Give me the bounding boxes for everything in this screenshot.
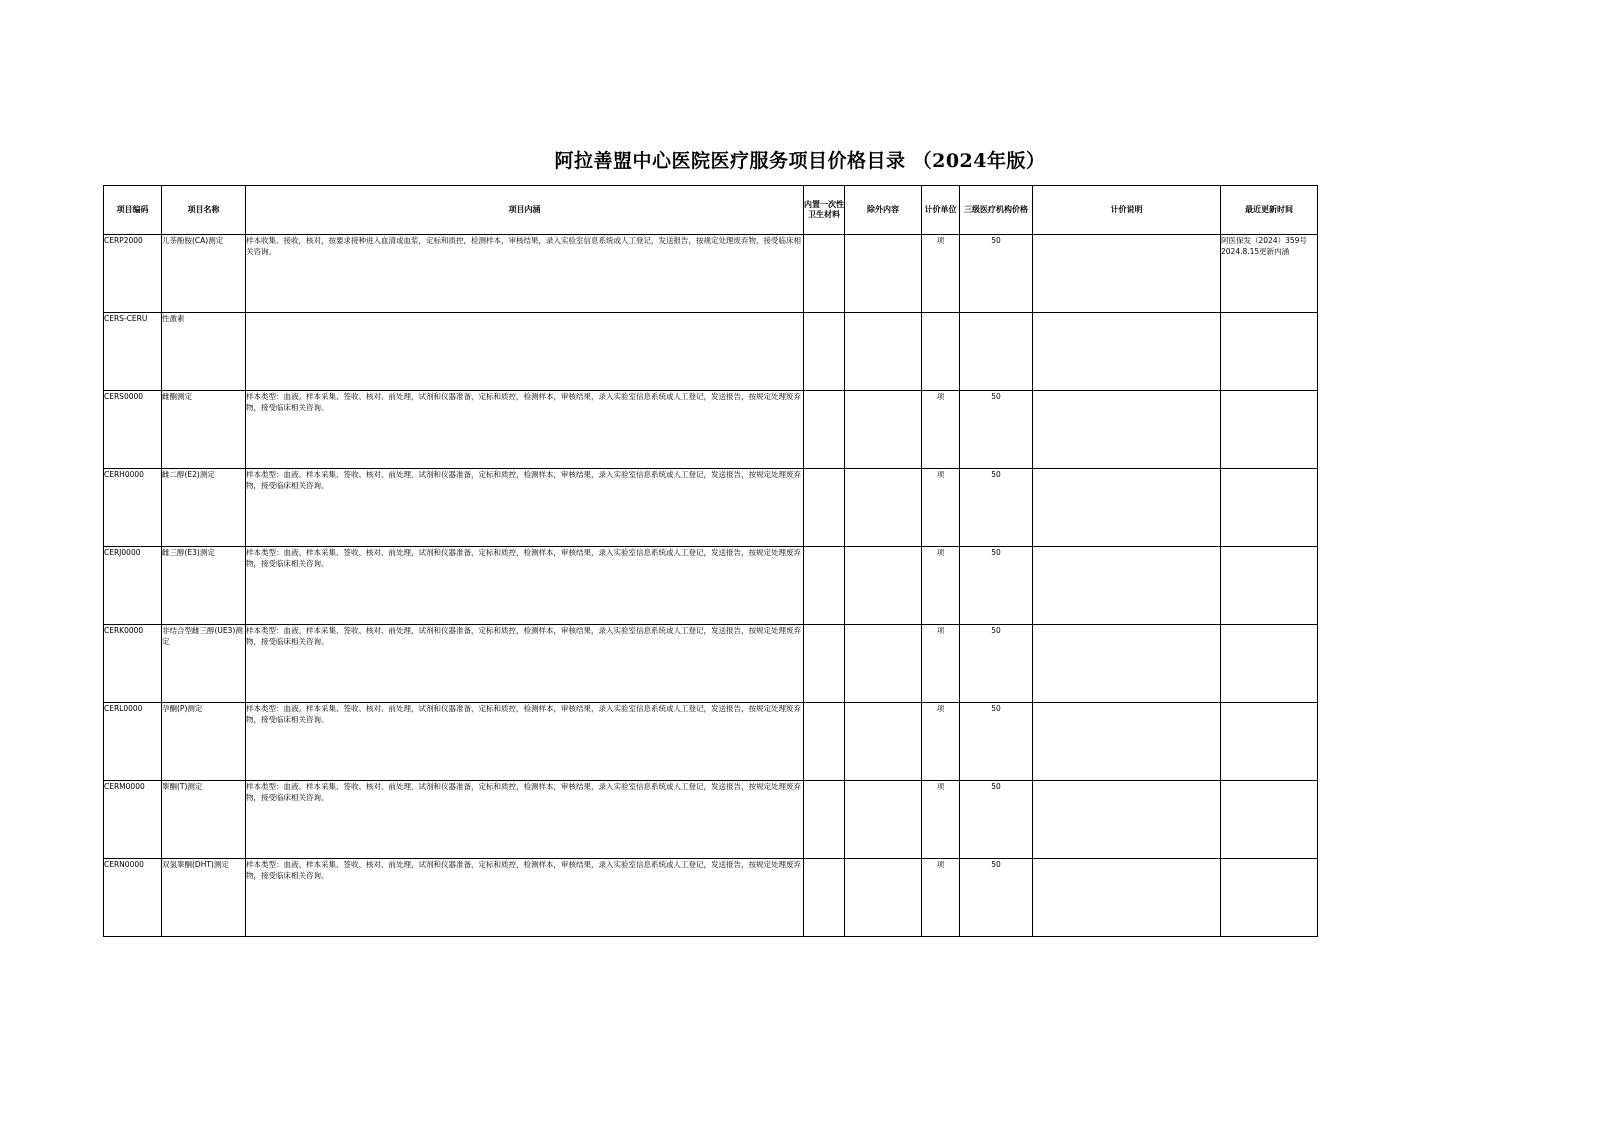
cell-name: 睾酮(T)测定 (162, 781, 246, 859)
cell-name: 双氢睾酮(DHT)测定 (162, 859, 246, 937)
cell-price: 50 (960, 547, 1033, 625)
cell-code: CERN0000 (104, 859, 162, 937)
table-row (104, 313, 1318, 391)
cell-code: CERS-CERU (104, 313, 162, 391)
cell-content (246, 313, 804, 391)
cell-excluded (845, 547, 922, 625)
cell-code: CERJ0000 (104, 547, 162, 625)
cell-name: 非结合型雌三醇(UE3)测定 (162, 625, 246, 703)
cell-excluded (845, 391, 922, 469)
header-excluded: 除外内容 (845, 186, 922, 235)
cell-updated (1221, 859, 1318, 937)
header-unit: 计价单位 (922, 186, 960, 235)
cell-code: CERS0000 (104, 391, 162, 469)
cell-name: 孕酮(P)测定 (162, 703, 246, 781)
header-content: 项目内涵 (246, 186, 804, 235)
cell-material (804, 703, 845, 781)
cell-unit: 项 (922, 703, 960, 781)
cell-unit: 项 (922, 781, 960, 859)
cell-material (804, 313, 845, 391)
cell-name: 儿茶酚胺(CA)测定 (162, 235, 246, 313)
table-row (104, 547, 1318, 625)
cell-material (804, 859, 845, 937)
table-row (104, 469, 1318, 547)
cell-updated (1221, 313, 1318, 391)
table-body (104, 235, 1318, 937)
cell-price: 50 (960, 469, 1033, 547)
cell-content: 样本类型：血液。样本采集、签收、核对、前处理，试剂和仪器准备，定标和质控，检测样本，审核结果，录入实验室信息系统或人工登记，发送报告，按规定处理废弃物，接受临床相关咨询。 (246, 781, 804, 859)
header-price: 三级医疗机构价格 (960, 186, 1033, 235)
cell-note (1033, 781, 1221, 859)
cell-updated (1221, 547, 1318, 625)
cell-code: CERH0000 (104, 469, 162, 547)
cell-updated (1221, 469, 1318, 547)
cell-excluded (845, 781, 922, 859)
cell-unit: 项 (922, 469, 960, 547)
table-row (104, 625, 1318, 703)
cell-price: 50 (960, 625, 1033, 703)
cell-unit: 项 (922, 547, 960, 625)
cell-note (1033, 859, 1221, 937)
cell-excluded (845, 703, 922, 781)
table-row (104, 235, 1318, 313)
cell-note (1033, 235, 1221, 313)
cell-note (1033, 703, 1221, 781)
cell-price: 50 (960, 781, 1033, 859)
cell-price (960, 313, 1033, 391)
cell-unit (922, 313, 960, 391)
cell-price: 50 (960, 703, 1033, 781)
cell-updated (1221, 625, 1318, 703)
header-material: 内置一次性卫生材料 (804, 186, 845, 235)
cell-material (804, 547, 845, 625)
cell-unit: 项 (922, 235, 960, 313)
cell-material (804, 781, 845, 859)
cell-excluded (845, 625, 922, 703)
table-row (104, 391, 1318, 469)
cell-name: 雌酮测定 (162, 391, 246, 469)
table-row (104, 781, 1318, 859)
price-table (103, 185, 1318, 937)
cell-note (1033, 625, 1221, 703)
header-name: 项目名称 (162, 186, 246, 235)
cell-unit: 项 (922, 625, 960, 703)
cell-name: 性激素 (162, 313, 246, 391)
table-header-row (104, 186, 1318, 235)
document-title: 阿拉善盟中心医院医疗服务项目价格目录 （2024年版） (554, 150, 1046, 172)
header-note: 计价说明 (1033, 186, 1221, 235)
cell-excluded (845, 859, 922, 937)
cell-excluded (845, 469, 922, 547)
cell-note (1033, 391, 1221, 469)
table-row (104, 859, 1318, 937)
cell-name: 雌三醇(E3)测定 (162, 547, 246, 625)
cell-code: CERL0000 (104, 703, 162, 781)
cell-updated (1221, 703, 1318, 781)
cell-price: 50 (960, 391, 1033, 469)
cell-note (1033, 547, 1221, 625)
header-code: 项目编码 (104, 186, 162, 235)
cell-note (1033, 313, 1221, 391)
cell-content: 样本类型：血液。样本采集、签收、核对、前处理，试剂和仪器准备，定标和质控，检测样本，审核结果，录入实验室信息系统或人工登记，发送报告，按规定处理废弃物，接受临床相关咨询。 (246, 469, 804, 547)
cell-excluded (845, 313, 922, 391)
cell-material (804, 469, 845, 547)
table-row (104, 703, 1318, 781)
cell-note (1033, 469, 1221, 547)
cell-updated (1221, 781, 1318, 859)
cell-content: 样本类型：血液。样本采集、签收、核对、前处理，试剂和仪器准备，定标和质控，检测样本，审核结果，录入实验室信息系统或人工登记，发送报告，按规定处理废弃物，接受临床相关咨询。 (246, 547, 804, 625)
cell-code: CERM0000 (104, 781, 162, 859)
cell-unit: 项 (922, 859, 960, 937)
cell-material (804, 235, 845, 313)
cell-content: 样本类型：血液。样本采集、签收、核对、前处理，试剂和仪器准备，定标和质控，检测样本，审核结果，录入实验室信息系统或人工登记，发送报告，按规定处理废弃物，接受临床相关咨询。 (246, 391, 804, 469)
cell-material (804, 625, 845, 703)
header-updated: 最近更新时间 (1221, 186, 1318, 235)
cell-price: 50 (960, 859, 1033, 937)
cell-material (804, 391, 845, 469)
cell-code: CERP2000 (104, 235, 162, 313)
cell-content: 样本类型：血液。样本采集、签收、核对、前处理，试剂和仪器准备，定标和质控，检测样本，审核结果，录入实验室信息系统或人工登记，发送报告，按规定处理废弃物，接受临床相关咨询。 (246, 859, 804, 937)
cell-code: CERK0000 (104, 625, 162, 703)
cell-name: 雌二醇(E2)测定 (162, 469, 246, 547)
cell-content: 样本类型：血液。样本采集、签收、核对、前处理，试剂和仪器准备，定标和质控，检测样本，审核结果，录入实验室信息系统或人工登记，发送报告，按规定处理废弃物，接受临床相关咨询。 (246, 625, 804, 703)
cell-unit: 项 (922, 391, 960, 469)
cell-content: 样本类型：血液。样本采集、签收、核对、前处理，试剂和仪器准备，定标和质控，检测样本，审核结果，录入实验室信息系统或人工登记，发送报告，按规定处理废弃物，接受临床相关咨询。 (246, 703, 804, 781)
cell-updated (1221, 391, 1318, 469)
cell-excluded (845, 235, 922, 313)
cell-updated: 阿医保发（2024）359号 2024.8.15更新内涵 (1221, 235, 1318, 313)
cell-content: 样本收集、接收，核对，按要求接种进入血清或血浆，定标和质控，检测样本，审核结果，录入实验室信息系统或人工登记，发送报告，按规定处理废弃物，接受临床相关咨询。 (246, 235, 804, 313)
cell-price: 50 (960, 235, 1033, 313)
